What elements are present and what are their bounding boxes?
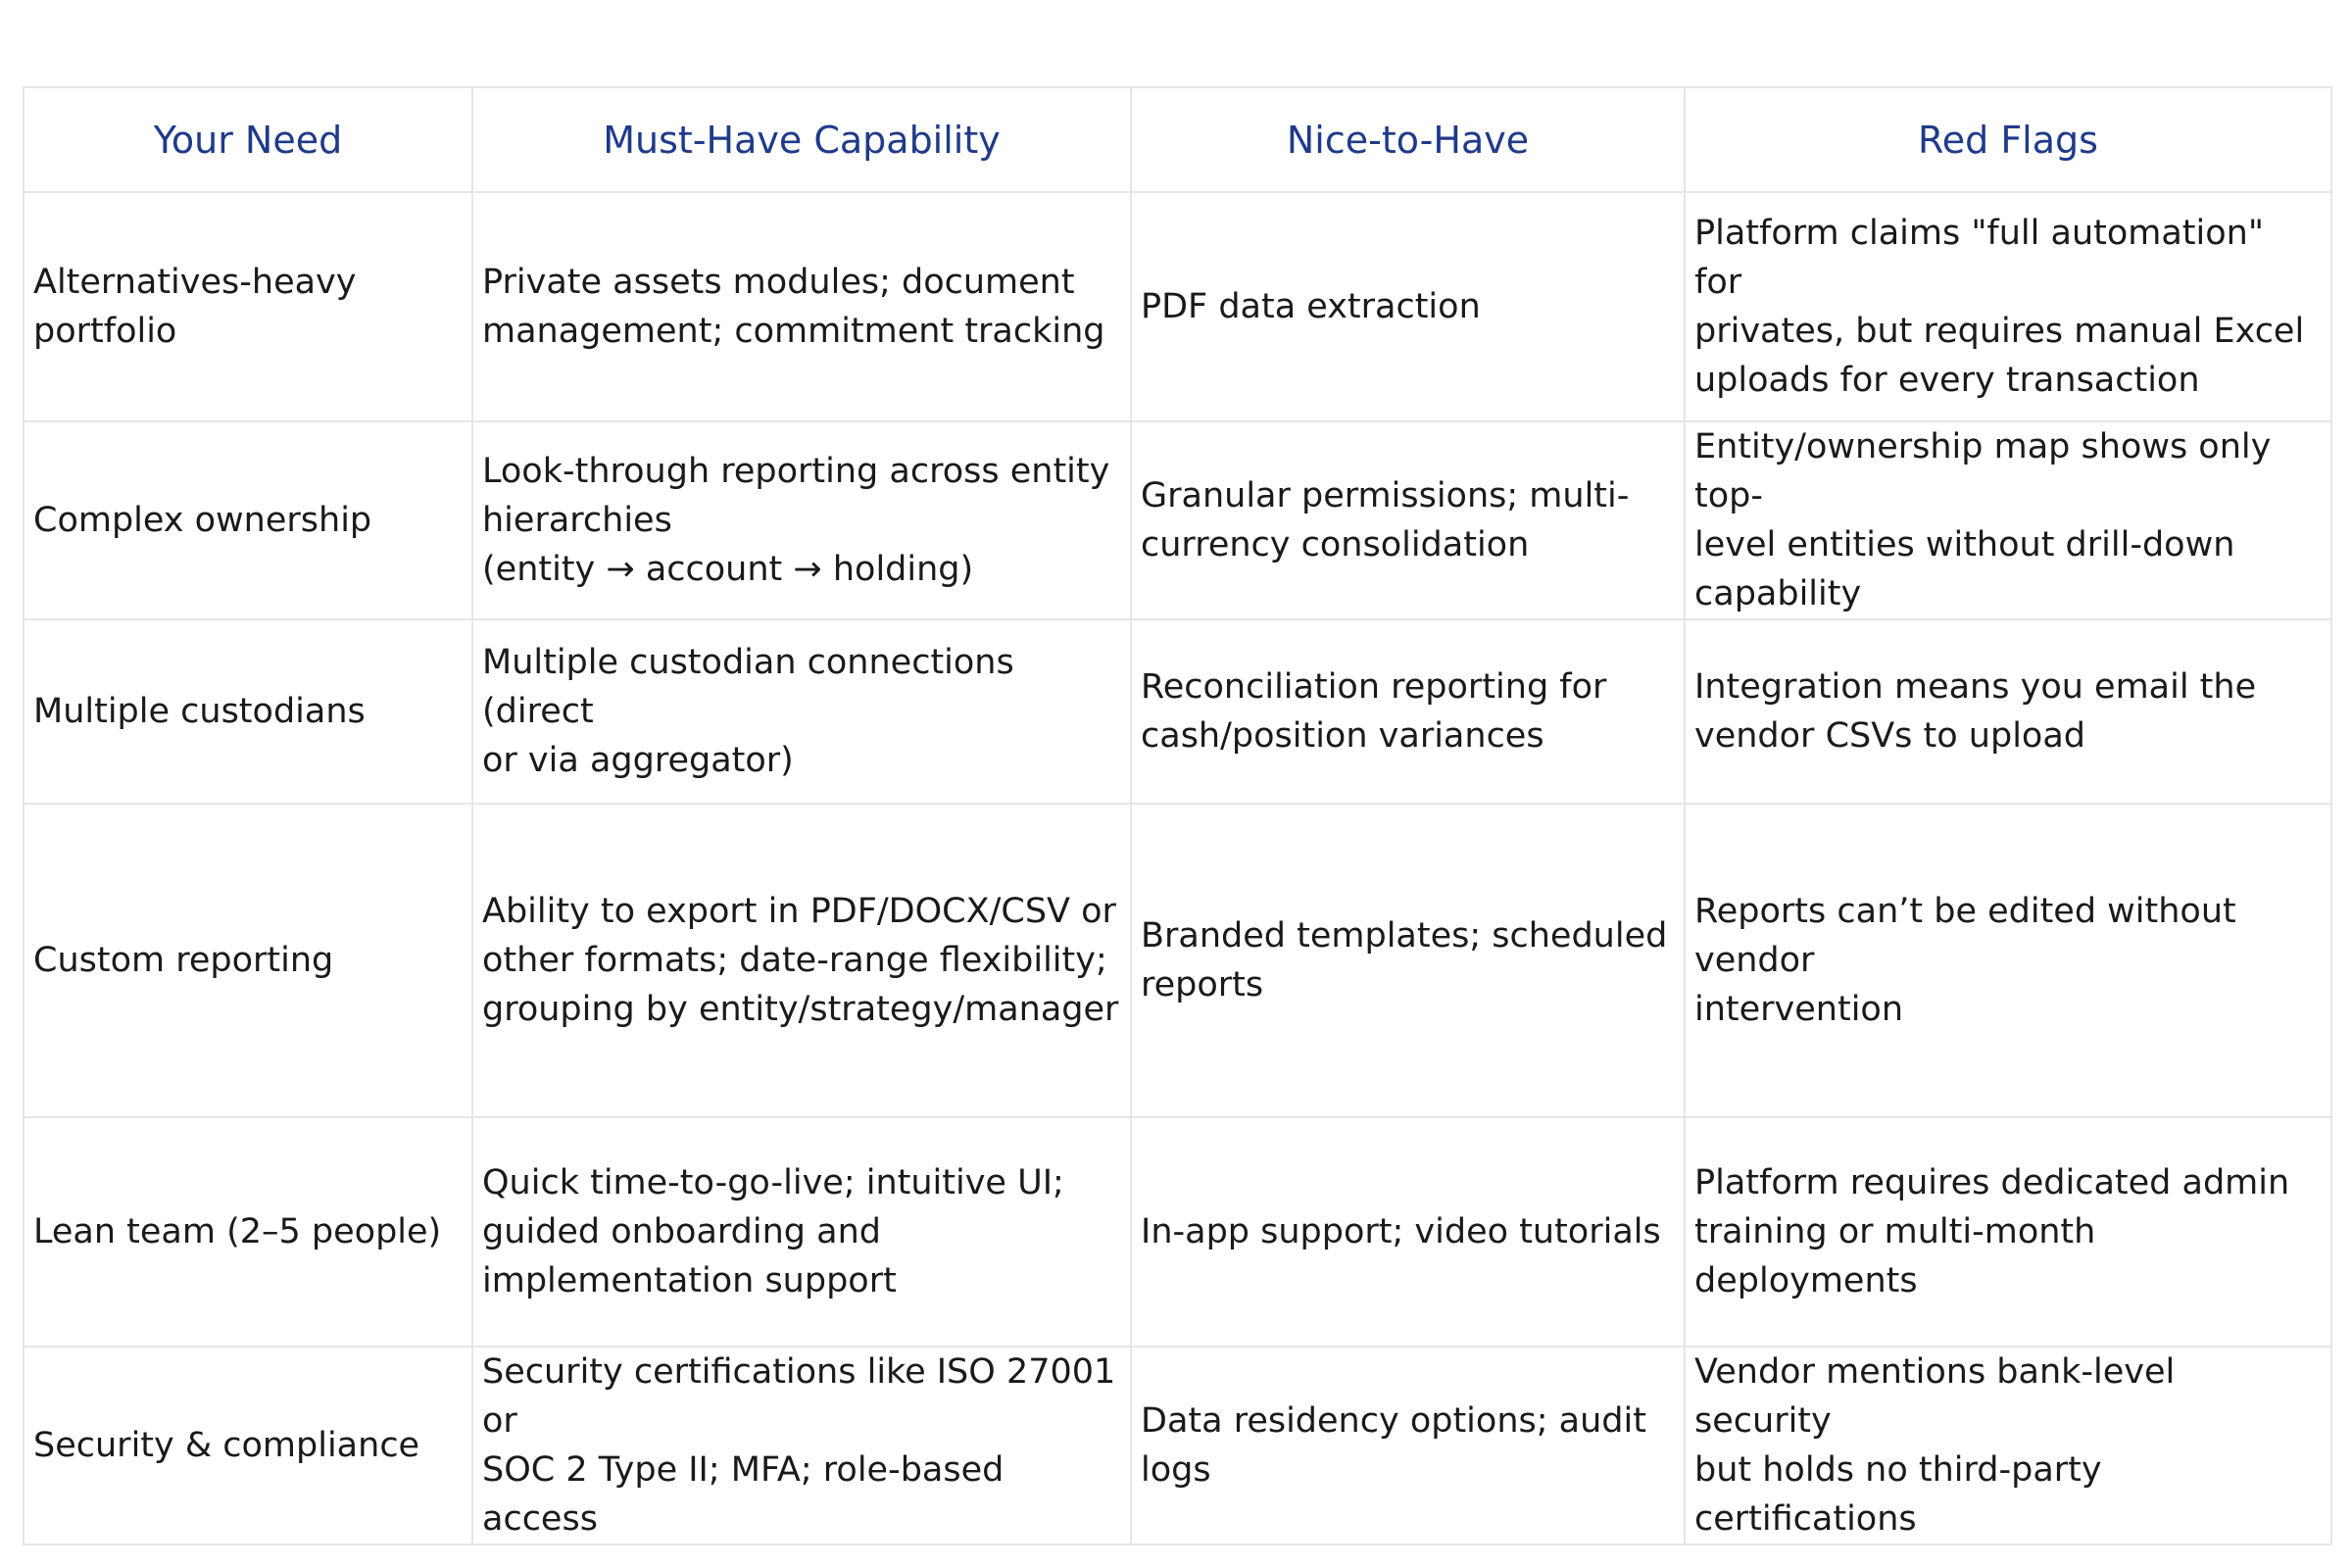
cell-text-line: or via aggregator) xyxy=(482,741,794,780)
cell-text-line: Complex ownership xyxy=(33,501,372,540)
cell-red-flags xyxy=(1685,619,2331,804)
cell-text-line: Integration means you email the xyxy=(1694,667,2257,707)
cell-text-line: SOC 2 Type II; MFA; role-based access xyxy=(482,1450,1004,1539)
cell-must-have xyxy=(472,192,1131,421)
cell-need xyxy=(24,619,472,804)
cell-text-line: hierarchies xyxy=(482,501,672,540)
cell-text-line: management; commitment tracking xyxy=(482,312,1105,351)
table-row xyxy=(24,804,2331,1117)
cell-must-have xyxy=(472,804,1131,1117)
cell-text-line: Custom reporting xyxy=(33,941,334,980)
cell-text-line: grouping by entity/strategy/manager xyxy=(482,990,1119,1029)
cell-nice-to-have xyxy=(1131,421,1685,619)
cell-need xyxy=(24,421,472,619)
table-row xyxy=(24,1347,2331,1544)
cell-text-line: currency consolidation xyxy=(1141,525,1530,564)
cell-red-flags xyxy=(1685,1117,2331,1347)
cell-text-line: PDF data extraction xyxy=(1141,287,1481,326)
table-header-row xyxy=(24,87,2331,192)
cell-nice-to-have xyxy=(1131,619,1685,804)
header-your-need: Your Need xyxy=(24,87,472,192)
cell-text-line: privates, but requires manual Excel xyxy=(1694,312,2305,351)
cell-text-line: Platform requires dedicated admin xyxy=(1694,1163,2290,1202)
cell-nice-to-have xyxy=(1131,1347,1685,1544)
cell-text-line: Reports can’t be edited without vendor xyxy=(1694,892,2236,980)
cell-text-line: Ability to export in PDF/DOCX/CSV or xyxy=(482,892,1116,931)
table-row xyxy=(24,192,2331,421)
cell-text-line: portfolio xyxy=(33,312,177,351)
cell-text-line: Private assets modules; document xyxy=(482,263,1075,302)
cell-need xyxy=(24,192,472,421)
cell-need xyxy=(24,804,472,1117)
cell-text-line: Alternatives-heavy xyxy=(33,263,357,302)
cell-text-line: uploads for every transaction xyxy=(1694,361,2200,400)
cell-text-line: Quick time-to-go-live; intuitive UI; xyxy=(482,1163,1064,1202)
table-row xyxy=(24,421,2331,619)
cell-need xyxy=(24,1347,472,1544)
cell-red-flags xyxy=(1685,192,2331,421)
cell-text-line: Look-through reporting across entity xyxy=(482,452,1110,491)
cell-text-line: Reconciliation reporting for xyxy=(1141,667,1607,707)
cell-text-line: reports xyxy=(1141,965,1264,1004)
cell-text-line: Vendor mentions bank-level security xyxy=(1694,1352,2176,1441)
cell-must-have xyxy=(472,619,1131,804)
cell-text-line: level entities without drill-down xyxy=(1694,525,2235,564)
cell-text-line: cash/position variances xyxy=(1141,716,1544,756)
cell-nice-to-have xyxy=(1131,192,1685,421)
cell-nice-to-have xyxy=(1131,804,1685,1117)
header-must-have-capability: Must-Have Capability xyxy=(472,87,1131,192)
cell-must-have xyxy=(472,421,1131,619)
cell-text-line: Security certifications like ISO 27001 or xyxy=(482,1352,1116,1441)
cell-text-line: intervention xyxy=(1694,990,1904,1029)
cell-text-line: Platform claims "full automation" for xyxy=(1694,214,2264,302)
requirements-comparison-table xyxy=(23,86,2332,1545)
cell-nice-to-have xyxy=(1131,1117,1685,1347)
cell-text-line: vendor CSVs to upload xyxy=(1694,716,2085,756)
cell-need xyxy=(24,1117,472,1347)
cell-text-line: Entity/ownership map shows only top- xyxy=(1694,427,2272,515)
cell-text-line: Multiple custodian connections (direct xyxy=(482,643,1014,731)
cell-text-line: Branded templates; scheduled xyxy=(1141,916,1668,956)
cell-text-line: capability xyxy=(1694,574,1862,613)
cell-red-flags xyxy=(1685,421,2331,619)
cell-text-line: Granular permissions; multi- xyxy=(1141,476,1630,515)
cell-must-have xyxy=(472,1347,1131,1544)
cell-text-line: implementation support xyxy=(482,1261,897,1300)
header-red-flags: Red Flags xyxy=(1685,87,2331,192)
cell-red-flags xyxy=(1685,804,2331,1117)
table-row xyxy=(24,1117,2331,1347)
comparison-table-wrapper xyxy=(23,86,2330,1545)
header-nice-to-have: Nice-to-Have xyxy=(1131,87,1685,192)
cell-text-line: guided onboarding and xyxy=(482,1212,881,1251)
cell-text-line: logs xyxy=(1141,1450,1211,1490)
cell-text-line: but holds no third-party certifications xyxy=(1694,1450,2102,1539)
cell-text-line: In-app support; video tutorials xyxy=(1141,1212,1661,1251)
cell-text-line: other formats; date-range flexibility; xyxy=(482,941,1107,980)
cell-text-line: Lean team (2–5 people) xyxy=(33,1212,442,1251)
cell-text-line: Data residency options; audit xyxy=(1141,1401,1646,1441)
cell-must-have xyxy=(472,1117,1131,1347)
cell-text-line: Security & compliance xyxy=(33,1426,420,1465)
cell-text-line: Multiple custodians xyxy=(33,692,366,731)
cell-red-flags xyxy=(1685,1347,2331,1544)
cell-text-line: (entity → account → holding) xyxy=(482,550,974,589)
table-row xyxy=(24,619,2331,804)
cell-text-line: training or multi-month deployments xyxy=(1694,1212,2096,1300)
